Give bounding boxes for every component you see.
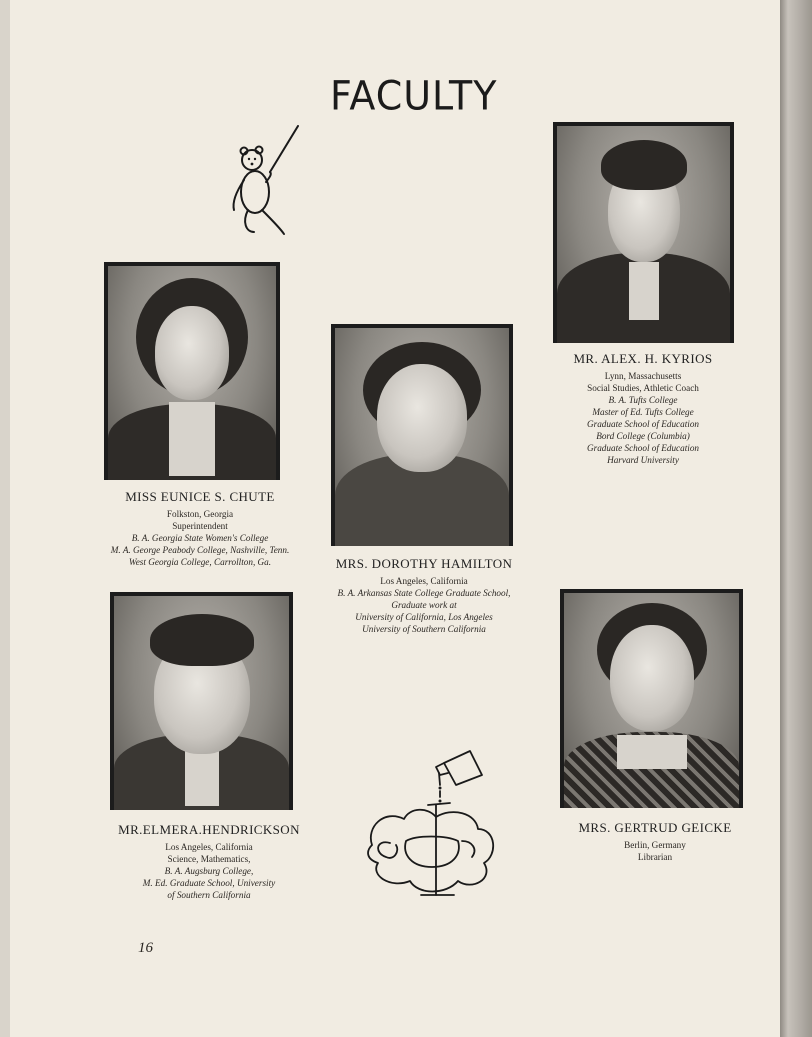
faculty-detail: University of California, Los Angeles [355,612,493,622]
faculty-detail: Harvard University [607,455,679,465]
faculty-detail: Graduate School of Education [586,419,700,429]
faculty-detail: Graduate School of Education [586,443,700,453]
caption-kyrios [540,351,746,466]
faculty-detail: M. A. George Peabody College, Nashville, Tenn. [110,545,290,555]
faculty-photo-kyrios [553,122,734,343]
faculty-photo-chute [104,262,280,480]
page-number: 16 [138,940,153,956]
faculty-detail: B. A. Tufts College [608,395,678,405]
caption-chute [92,489,308,568]
faculty-detail: Folkston, Georgia [166,509,234,519]
faculty-name: MR.ELMERA.HENDRICKSON [118,822,300,837]
caption-geicke [560,820,750,863]
page-edge [780,0,812,1037]
faculty-detail: University of Southern California [362,624,486,634]
faculty-detail: West Georgia College, Carrollton, Ga. [128,557,272,567]
faculty-name: MR. ALEX. H. KYRIOS [573,351,713,366]
faculty-photo-hamilton [331,324,513,546]
faculty-detail: Superintendent [172,521,228,531]
faculty-name: MISS EUNICE S. CHUTE [125,489,275,504]
faculty-detail: Graduate work at [391,600,457,610]
faculty-photo-hendrickson [110,592,293,810]
science-doodle [366,745,501,900]
faculty-detail: Los Angeles, California [380,576,468,586]
faculty-photo-geicke [560,589,743,808]
faculty-detail: Los Angeles, California [165,842,253,852]
page-title: FACULTY [330,72,498,120]
teddy-bear-doodle [228,122,308,247]
faculty-detail: Bord College (Columbia) [596,431,690,441]
faculty-detail: Social Studies, Athletic Coach [587,383,699,393]
faculty-detail: B. A. Arkansas State College Graduate School, [337,588,511,598]
faculty-detail: Berlin, Germany [624,840,686,850]
faculty-detail: Lynn, Massachusetts [604,371,682,381]
faculty-detail: of Southern California [167,890,251,900]
faculty-detail: B. A. Georgia State Women's College [131,533,269,543]
faculty-detail: M. Ed. Graduate School, University [142,878,276,888]
caption-hendrickson [104,822,314,901]
faculty-detail: Librarian [637,852,673,862]
faculty-name: MRS. GERTRUD GEICKE [578,820,732,835]
faculty-name: MRS. DOROTHY HAMILTON [335,556,513,571]
faculty-detail: B. A. Augsburg College, [164,866,254,876]
faculty-detail: Science, Mathematics, [167,854,251,864]
caption-hamilton [318,556,530,635]
faculty-detail: Master of Ed. Tufts College [592,407,694,417]
